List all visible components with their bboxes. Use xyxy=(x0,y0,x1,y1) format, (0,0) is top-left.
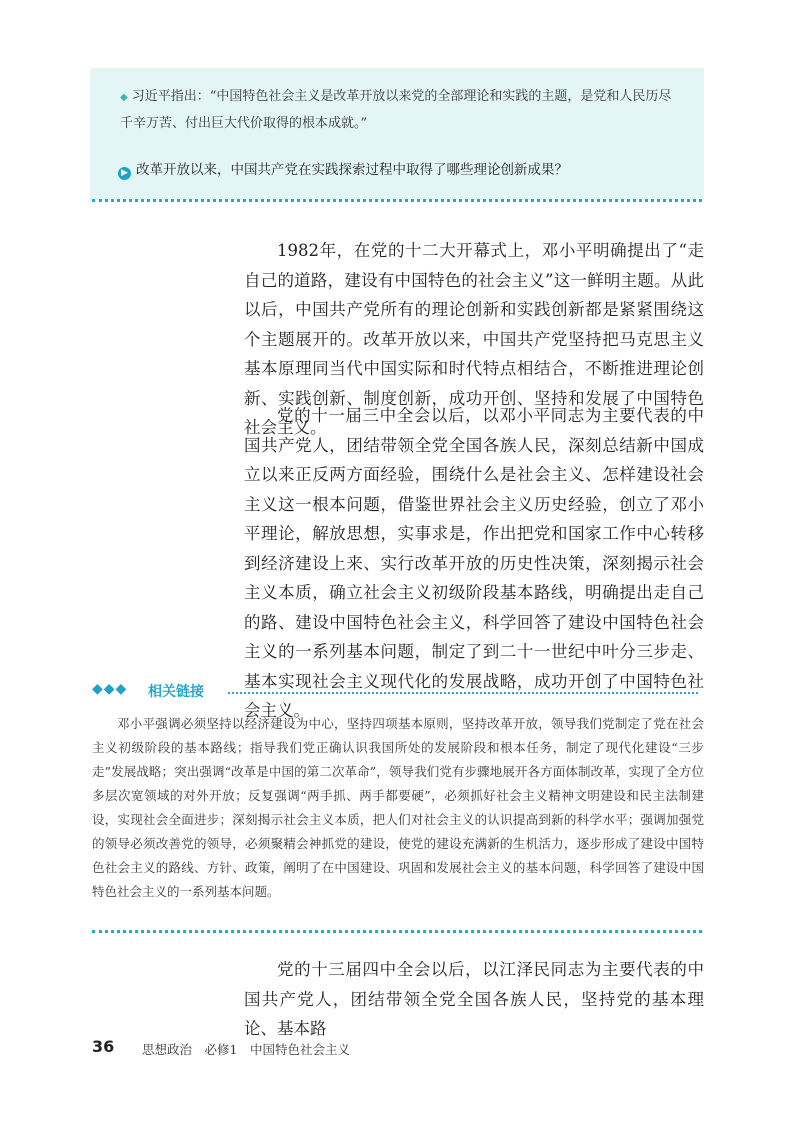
page-footer xyxy=(92,1037,692,1059)
dotted-divider xyxy=(92,199,702,202)
dotted-divider xyxy=(92,930,702,933)
guiding-question xyxy=(118,160,698,180)
diamond-icon: ◆◆◆ xyxy=(92,681,128,697)
quote-block xyxy=(120,84,680,137)
paragraph-3: 党的十三届四中全会以后，以江泽民同志为主要代表的中国共产党人，团结带领全党全国各族人民，坚持党的基本理论、基本路 xyxy=(244,960,704,1038)
related-link-title: 相关链接 xyxy=(148,684,204,700)
related-link-text: 邓小平强调必须坚持以经济建设为中心，坚持四项基本原则，坚持改革开放，领导我们党制定了党在社会主义初级阶段的基本路线；指导我们党正确认识我国所处的发展阶段和根本任务，制定了现代化建设“三步走”发展战略；突出强调“改革是中国的第二次革命”，领导我们党有步骤地展开各方面体制改革，实现了全方位多层次宽领域的对外开放；反复强调“两手抓、两手都要硬”，必须抓好社会主义精神文明建设和民主法制建设，实现社会全面进步；深刻揭示社会主义本质，把人们对社会主义的认识提高到新的科学水平；强调加强党的领导必须改善党的领导，必须聚精会神抓党的建设，使党的建设充满新的生机活力，逐步形成了建设中国特色社会主义的路线、方针、政策，阐明了在中国建设、巩固和发展社会主义的基本问题，科学回答了建设中国特色社会主义的一系列基本问题。 xyxy=(92,716,704,899)
diamond-bullet-icon: ◆ xyxy=(120,92,128,103)
paragraph-1: 1982年，在党的十二大开幕式上，邓小平明确提出了“走自己的道路，建设有中国特色的社会主义”这一鲜明主题。从此以后，中国共产党所有的理论创新和实践创新都是紧紧围绕这个主题展开的。改革开放以来，中国共产党坚持把马克思主义基本原理同当代中国实际和时代特点相结合，不断推进理论创新、实践创新、制度创新，成功开创、坚持和发展了中国特色社会主义。 xyxy=(244,241,704,437)
quote-text: 习近平指出：“中国特色社会主义是改革开放以来党的全部理论和实践的主题，是党和人民历尽千辛万苦、付出巨大代价取得的根本成就。” xyxy=(120,89,672,131)
book-title: 思想政治 必修1 中国特色社会主义 xyxy=(142,1042,350,1057)
paragraph-2: 党的十一届三中全会以后，以邓小平同志为主要代表的中国共产党人，团结带领全党全国各族人民，深刻总结新中国成立以来正反两方面经验，围绕什么是社会主义、怎样建设社会主义这一根本问题，借鉴世界社会主义历史经验，创立了邓小平理论，解放思想，实事求是，作出把党和国家工作中心转移到经济建设上来、实行改革开放的历史性决策，深刻揭示社会主义本质，确立社会主义初级阶段基本路线，明确提出走自己的路、建设中国特色社会主义，科学回答了建设中国特色社会主义的一系列基本问题，制定了到二十一世纪中叶分三步走、基本实现社会主义现代化的发展战略，成功开创了中国特色社会主义。 xyxy=(244,406,704,720)
page-number: 36 xyxy=(92,1037,115,1056)
dotted-divider xyxy=(228,692,698,694)
question-text: 改革开放以来，中国共产党在实践探索过程中取得了哪些理论创新成果？ xyxy=(136,162,568,178)
arrow-right-icon: ▶ xyxy=(118,167,131,180)
related-link-header xyxy=(92,681,704,703)
